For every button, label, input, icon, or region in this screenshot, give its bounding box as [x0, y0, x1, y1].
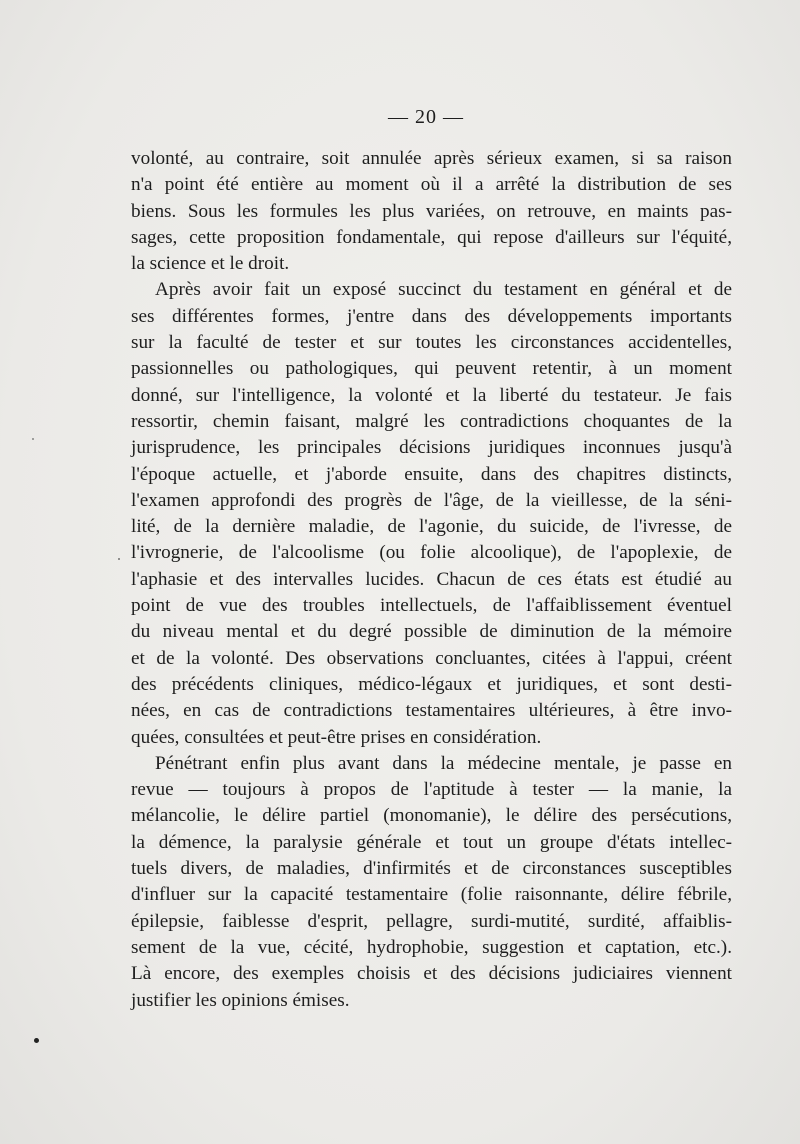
- text-line: mélancolie, le délire partiel (monomanie), le délire des persécutions,: [131, 805, 732, 827]
- text-line: sages, cette proposition fondamentale, qui repose d'ailleurs sur l'équité,: [131, 226, 732, 248]
- text-line: du niveau mental et du degré possible de diminution de la mémoire: [131, 621, 732, 643]
- ink-speck: [32, 438, 34, 440]
- ink-speck: [118, 558, 120, 560]
- text-line: sur la faculté de tester et sur toutes les circonstances accidentelles,: [131, 332, 732, 354]
- ink-speck: [34, 1038, 39, 1043]
- text-line: tuels divers, de maladies, d'infirmités et de circonstances susceptibles: [131, 858, 732, 880]
- text-line: l'époque actuelle, et j'aborde ensuite, dans des chapitres distincts,: [131, 463, 732, 485]
- text-line: n'a point été entière au moment où il a arrêté la distribution de ses: [131, 174, 732, 196]
- text-line: ses différentes formes, j'entre dans des développements importants: [131, 305, 732, 327]
- text-line: l'aphasie et des intervalles lucides. Chacun de ces états est étudié au: [131, 568, 732, 590]
- body-text: [131, 146, 732, 1014]
- text-line: Après avoir fait un exposé succinct du testament en général et de: [155, 279, 732, 301]
- text-line: et de la volonté. Des observations concluantes, citées à l'appui, créent: [131, 647, 732, 669]
- text-line: jurisprudence, les principales décisions juridiques inconnues jusqu'à: [131, 437, 732, 459]
- text-line: point de vue des troubles intellectuels, de l'affaiblissement éventuel: [131, 595, 732, 617]
- text-line: l'ivrognerie, de l'alcoolisme (ou folie alcoolique), de l'apoplexie, de: [131, 542, 732, 564]
- text-line: nées, en cas de contradictions testamentaires ultérieures, à être invo-: [131, 700, 732, 722]
- text-line: Pénétrant enfin plus avant dans la médecine mentale, je passe en: [155, 752, 732, 774]
- text-line: lité, de la dernière maladie, de l'agonie, du suicide, de l'ivresse, de: [131, 516, 732, 538]
- text-line: justifier les opinions émises.: [131, 989, 350, 1011]
- page-number: — 20 —: [388, 106, 464, 128]
- text-line: biens. Sous les formules les plus variées, on retrouve, en maints pas-: [131, 200, 732, 222]
- text-line: des précédents cliniques, médico-légaux et juridiques, et sont desti-: [131, 673, 732, 695]
- text-line: Là encore, des exemples choisis et des décisions judiciaires viennent: [131, 963, 732, 985]
- text-line: quées, consultées et peut-être prises en considération.: [131, 726, 542, 748]
- text-line: donné, sur l'intelligence, la volonté et la liberté du testateur. Je fais: [131, 384, 732, 406]
- text-line: revue — toujours à propos de l'aptitude à tester — la manie, la: [131, 779, 732, 801]
- text-line: épilepsie, faiblesse d'esprit, pellagre, surdi-mutité, surdité, affaiblis-: [131, 910, 732, 932]
- text-line: passionnelles ou pathologiques, qui peuvent retentir, à un moment: [131, 358, 732, 380]
- text-line: ressortir, chemin faisant, malgré les contradictions choquantes de la: [131, 410, 732, 432]
- text-line: l'examen approfondi des progrès de l'âge, de la vieillesse, de la séni-: [131, 489, 732, 511]
- text-line: d'influer sur la capacité testamentaire (folie raisonnante, délire fébrile,: [131, 884, 732, 906]
- text-line: sement de la vue, cécité, hydrophobie, suggestion et captation, etc.).: [131, 936, 732, 958]
- text-line: la science et le droit.: [131, 253, 290, 275]
- text-line: la démence, la paralysie générale et tout un groupe d'états intellec-: [131, 831, 732, 853]
- text-line: volonté, au contraire, soit annulée après sérieux examen, si sa raison: [131, 148, 732, 169]
